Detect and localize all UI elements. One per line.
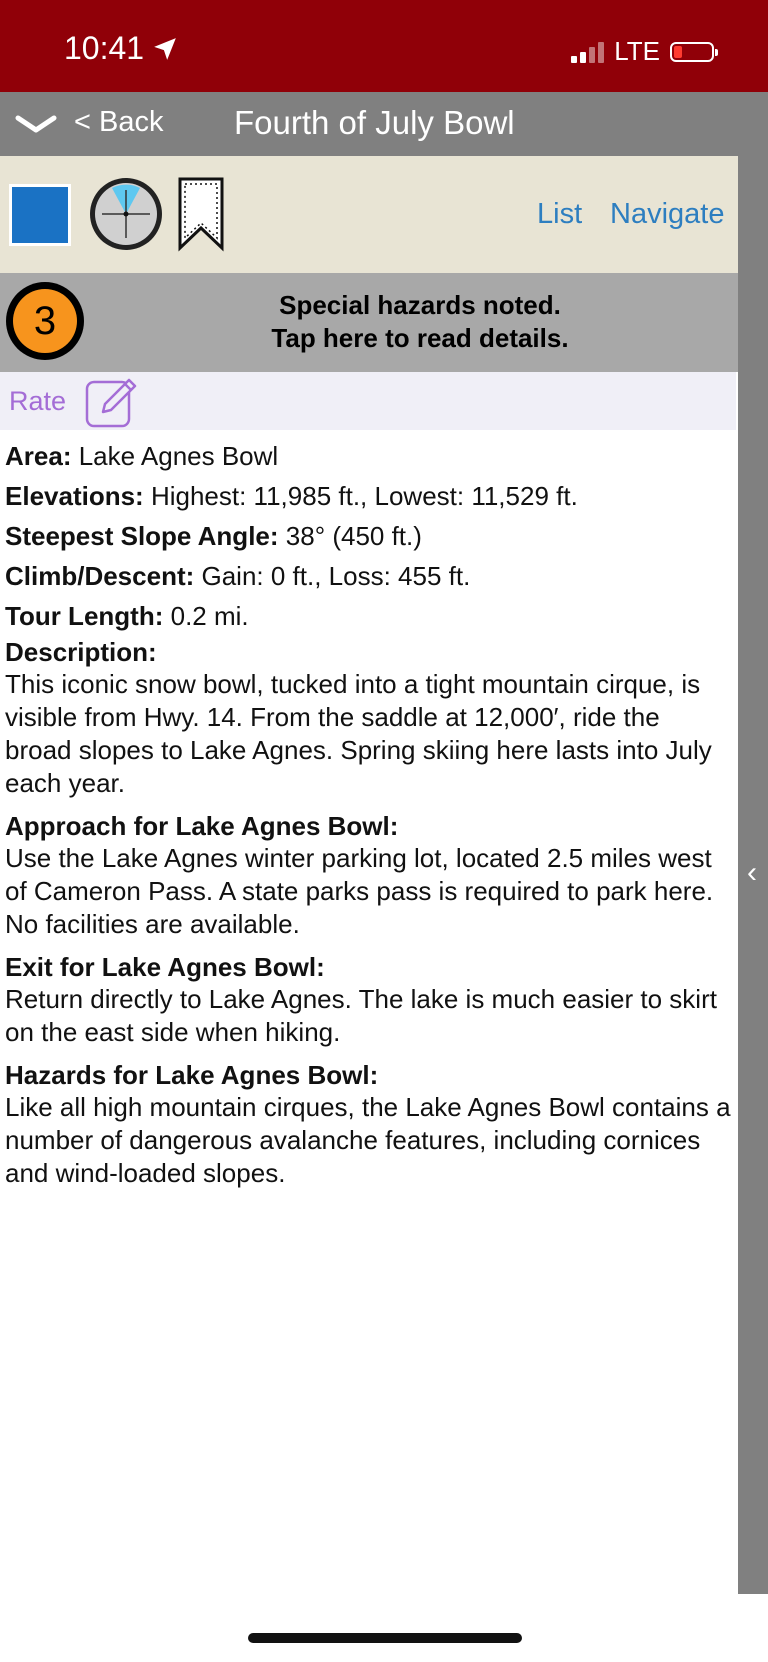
hazards-heading: Hazards for Lake Agnes Bowl: [5,1060,379,1090]
climb-value: Gain: 0 ft., Loss: 455 ft. [201,561,471,591]
home-indicator[interactable] [248,1633,522,1643]
steepest-value: 38° (450 ft.) [285,521,422,551]
hazard-level-badge [6,282,84,360]
area-label: Area: [5,441,72,471]
battery-icon [670,42,714,62]
rate-row[interactable] [0,372,736,430]
exit-heading: Exit for Lake Agnes Bowl: [5,952,325,982]
navigation-bar [0,92,768,156]
details-content [5,436,733,1200]
hazard-message [210,289,630,355]
steepest-label: Steepest Slope Angle: [5,521,279,551]
hazard-line-2: Tap here to read details. [271,323,569,353]
tour-label: Tour Length: [5,601,164,631]
list-button[interactable]: List [537,198,583,230]
edit-pencil-icon[interactable] [83,374,139,430]
approach-heading: Approach for Lake Agnes Bowl: [5,811,399,841]
area-row [5,436,733,476]
rate-label[interactable]: Rate [9,386,67,416]
description-text: This iconic snow bowl, tucked into a tight mountain cirque, is visible from Hwy. 14. From the saddle at 12,000′, ride the broad slopes to Lake Agnes. Spring skiing here lasts into July each year. [5,669,712,798]
hazards-text: Like all high mountain cirques, the Lake Agnes Bowl contains a number of dangerous avalanche features, including cornices and wind-loaded slopes. [5,1092,731,1188]
steepest-row [5,516,733,556]
climb-label: Climb/Descent: [5,561,195,591]
elevations-value: Highest: 11,985 ft., Lowest: 11,529 ft. [150,481,578,511]
navigate-button[interactable]: Navigate [610,198,725,230]
signal-icon [571,41,604,63]
status-time [64,30,178,67]
elevations-label: Elevations: [5,481,144,511]
exit-text: Return directly to Lake Agnes. The lake is much easier to skirt on the east side when hiking. [5,984,717,1047]
area-value: Lake Agnes Bowl [78,441,279,471]
description-heading: Description: [5,637,157,667]
elevations-row [5,476,733,516]
tour-row [5,596,733,636]
toolbar [0,156,738,273]
tour-value: 0.2 mi. [170,601,249,631]
status-bar [0,0,768,92]
hazard-line-1: Special hazards noted. [279,290,561,320]
compass-icon[interactable] [88,176,164,252]
climb-row [5,556,733,596]
location-arrow-icon [152,36,178,62]
hazard-banner[interactable] [0,273,738,372]
status-indicators [571,36,714,67]
color-swatch-button[interactable] [9,184,71,246]
back-button[interactable]: < Back [74,106,164,138]
carrier-label: LTE [614,36,660,66]
side-panel-handle[interactable]: ‹ [747,856,757,889]
page-title: Fourth of July Bowl [234,104,515,141]
chevron-down-icon[interactable] [14,110,58,138]
bookmark-icon[interactable] [176,176,226,252]
clock: 10:41 [64,30,145,66]
hazard-level-number: 3 [13,289,77,353]
approach-text: Use the Lake Agnes winter parking lot, located 2.5 miles west of Cameron Pass. A state parks pass is required to park here. No facilities are available. [5,843,714,939]
